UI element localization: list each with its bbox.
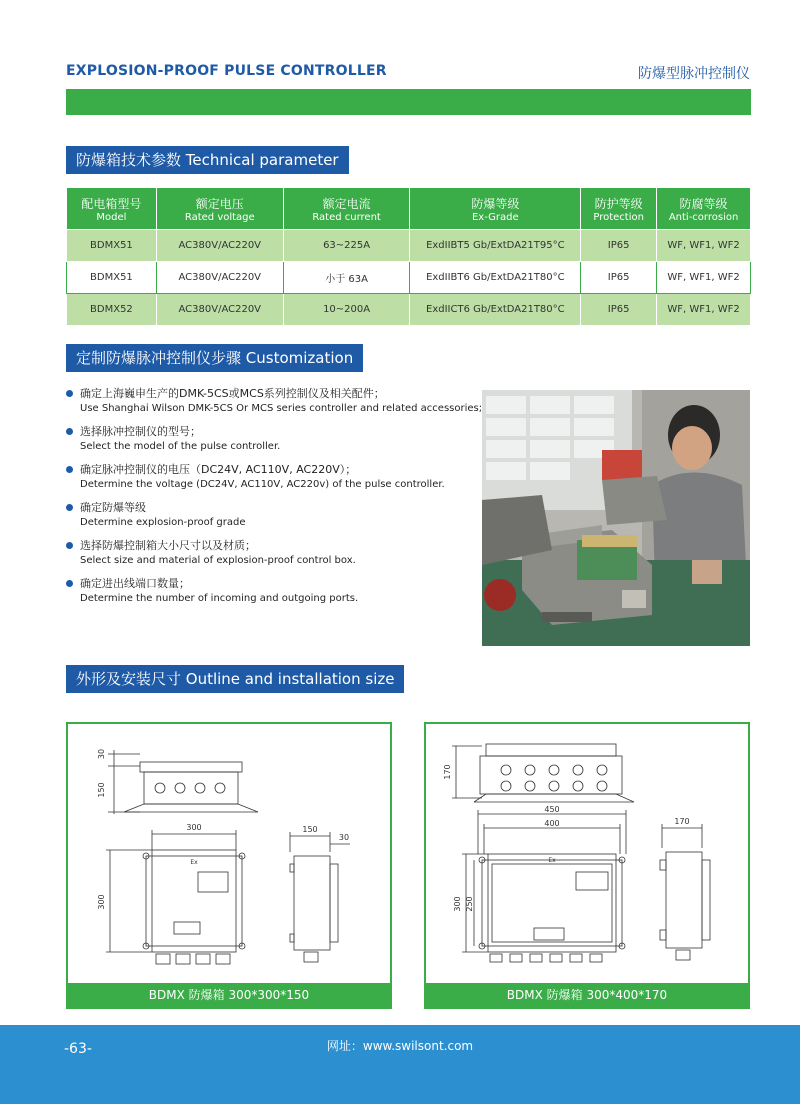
dimension-label: 170 [443, 764, 452, 780]
footer-website[interactable]: 网址：www.swilsont.com [326, 1039, 474, 1053]
col-header-protection: 防护等级 Protection [581, 188, 657, 230]
dimension-label: 300 [453, 896, 462, 912]
page-header-title-en: EXPLOSION-PROOF PULSE CONTROLLER [66, 63, 387, 79]
table-cell: 63~225A [283, 230, 410, 262]
table-cell: BDMX51 [67, 262, 157, 294]
drawing-panel-300x400x170 [424, 722, 750, 1009]
table-cell: 小于 63A [283, 262, 410, 294]
step-text-en: Use Shanghai Wilson DMK-5CS Or MCS series controller and related accessories; [80, 403, 483, 414]
customization-steps-list [66, 386, 486, 614]
header-green-bar [66, 89, 751, 115]
list-item [66, 538, 486, 569]
ex-mark-label: Ex [548, 857, 556, 864]
step-text-cn: 选择防爆控制箱大小尺寸以及材质； [80, 539, 256, 552]
table-cell: ExdIICT6 Gb/ExtDA21T80°C [410, 294, 581, 326]
section-title-technical-parameter: 防爆箱技术参数 Technical parameter [66, 146, 349, 174]
table-cell: 10~200A [283, 294, 410, 326]
step-text-en: Determine explosion-proof grade [80, 517, 246, 528]
list-item [66, 462, 486, 493]
table-header-row [67, 188, 751, 230]
table-row [67, 294, 751, 326]
dimension-label: 250 [465, 896, 474, 912]
list-item [66, 424, 486, 455]
dimension-label: 30 [338, 833, 350, 842]
dimension-label: 150 [302, 825, 318, 834]
table-cell: ExdIIBT5 Gb/ExtDA21T95°C [410, 230, 581, 262]
col-header-current: 额定电流 Rated current [283, 188, 410, 230]
dimension-label: 400 [544, 819, 560, 828]
technician-assembly-photo [482, 390, 750, 646]
dimension-label: 450 [544, 805, 560, 814]
table-cell: AC380V/AC220V [156, 230, 283, 262]
page-number: -63- [64, 1041, 92, 1057]
ex-mark-label: Ex [190, 859, 198, 866]
col-header-anti-corrosion: 防腐等级 Anti-corrosion [657, 188, 751, 230]
table-cell: ExdIIBT6 Gb/ExtDA21T80°C [410, 262, 581, 294]
page-header-title-cn: 防爆型脉冲控制仪 [638, 66, 750, 82]
bullet-dot-icon [66, 466, 73, 473]
table-cell: WF, WF1, WF2 [657, 230, 751, 262]
step-text-cn: 确定脉冲控制仪的电压（DC24V, AC110V, AC220V）； [80, 463, 357, 476]
drawing-panel-300x300x150 [66, 722, 392, 1009]
list-item [66, 386, 486, 417]
table-cell: BDMX51 [67, 230, 157, 262]
table-cell: AC380V/AC220V [156, 294, 283, 326]
step-text-cn: 确定进出线端口数量； [80, 577, 190, 590]
table-row [67, 230, 751, 262]
dimension-label: 300 [97, 894, 106, 910]
technical-drawing-left [68, 724, 390, 983]
technical-parameter-table [66, 187, 751, 326]
bullet-dot-icon [66, 580, 73, 587]
step-text-en: Select the model of the pulse controller. [80, 441, 281, 452]
bullet-dot-icon [66, 504, 73, 511]
dimension-label: 150 [97, 782, 106, 798]
drawing-caption-right: BDMX 防爆箱 300*400*170 [426, 983, 748, 1007]
table-cell: WF, WF1, WF2 [657, 262, 751, 294]
table-cell: BDMX52 [67, 294, 157, 326]
table-cell: WF, WF1, WF2 [657, 294, 751, 326]
dimension-label: 170 [674, 817, 690, 826]
table-row [67, 262, 751, 294]
page-footer [0, 1025, 800, 1104]
table-cell: IP65 [581, 262, 657, 294]
step-text-cn: 确定防爆等级 [80, 501, 146, 514]
step-text-en: Determine the voltage (DC24V, AC110V, AC220v) of the pulse controller. [80, 479, 445, 490]
bullet-dot-icon [66, 390, 73, 397]
list-item [66, 576, 486, 607]
table-cell: IP65 [581, 230, 657, 262]
technical-drawing-right [426, 724, 748, 983]
table-cell: IP65 [581, 294, 657, 326]
dimension-label: 300 [186, 823, 202, 832]
step-text-en: Determine the number of incoming and outgoing ports. [80, 593, 359, 604]
bullet-dot-icon [66, 542, 73, 549]
col-header-voltage: 额定电压 Rated voltage [156, 188, 283, 230]
section-title-outline: 外形及安装尺寸 Outline and installation size [66, 665, 404, 693]
step-text-cn: 选择脉冲控制仪的型号； [80, 425, 201, 438]
step-text-en: Select size and material of explosion-proof control box. [80, 555, 356, 566]
step-text-cn: 确定上海巍申生产的DMK-5CS或MCS系列控制仪及相关配件； [80, 387, 385, 400]
dimension-label: 30 [97, 748, 106, 760]
col-header-ex-grade: 防爆等级 Ex-Grade [410, 188, 581, 230]
col-header-model: 配电箱型号 Model [67, 188, 157, 230]
section-title-customization: 定制防爆脉冲控制仪步骤 Customization [66, 344, 363, 372]
list-item [66, 500, 486, 531]
drawing-caption-left: BDMX 防爆箱 300*300*150 [68, 983, 390, 1007]
bullet-dot-icon [66, 428, 73, 435]
table-cell: AC380V/AC220V [156, 262, 283, 294]
